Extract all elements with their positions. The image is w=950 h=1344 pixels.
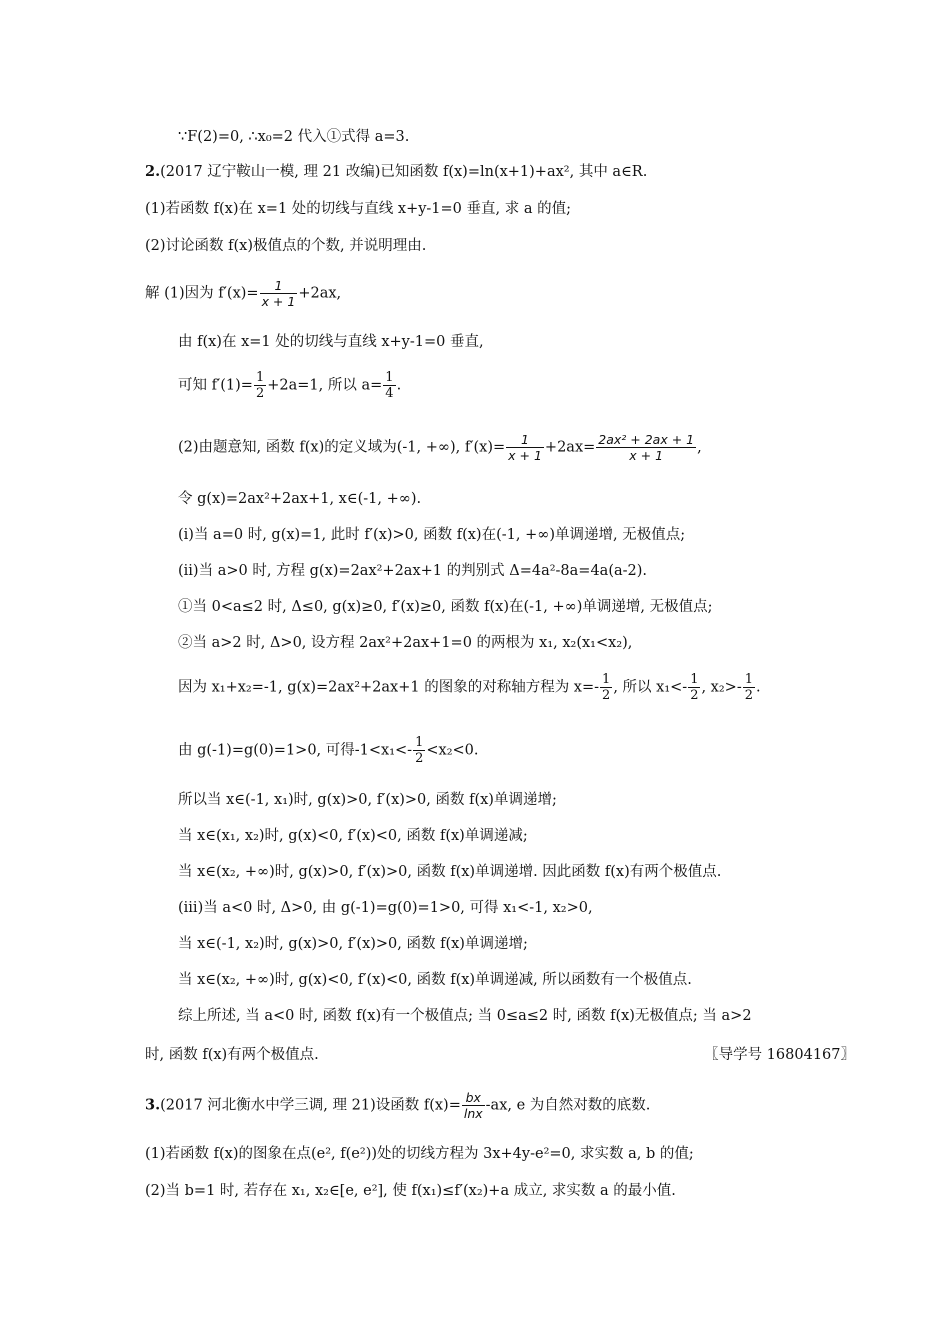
numerator: 1	[260, 278, 298, 294]
solution-line-2: 由 f(x)在 x=1 处的切线与直线 x+y-1=0 垂直,	[178, 334, 484, 350]
solution-line-19: 时, 函数 f(x)有两个极值点.	[145, 1047, 319, 1063]
fraction	[596, 432, 696, 463]
solution-line-9: ②当 a>2 时, Δ>0, 设方程 2ax²+2ax+1=0 的两根为 x₁, x₂(x₁<x₂),	[178, 635, 633, 651]
denominator: lnx	[463, 1106, 483, 1121]
denominator: 2	[255, 386, 265, 401]
fraction	[743, 672, 755, 703]
solution-line-14: 当 x∈(x₂, +∞)时, g(x)>0, f′(x)>0, 函数 f(x)单调递增. 因此函数 f(x)有两个极值点.	[178, 864, 722, 880]
solution-line-10	[178, 672, 761, 703]
problem-stem-text: (2017 辽宁鞍山一模, 理 21 改编)已知函数 f(x)=ln(x+1)+ax², 其中 a∈R.	[160, 164, 648, 180]
problem-2-stem	[145, 163, 647, 181]
text: 可知 f′(1)=	[178, 377, 253, 394]
solution-line-18: 综上所述, 当 a<0 时, 函数 f(x)有一个极值点; 当 0≤a≤2 时, 函数 f(x)无极值点; 当 a>2	[178, 1008, 752, 1024]
text: .	[396, 377, 402, 394]
numerator: 1	[385, 370, 394, 385]
text: ,	[697, 439, 702, 456]
numerator: 1	[602, 672, 611, 687]
fraction	[506, 432, 544, 463]
text: <x₂<0.	[426, 742, 479, 759]
denominator: x + 1	[629, 448, 664, 463]
solution-line-11	[178, 735, 479, 766]
numerator: 1	[415, 735, 424, 750]
numerator: 1	[506, 432, 544, 448]
denominator: 4	[385, 386, 394, 401]
solution-line-1	[145, 278, 341, 309]
text: (2017 河北衡水中学三调, 理 21)设函数 f(x)=	[160, 1097, 461, 1114]
previous-solution-tail: ∵F(2)=0, ∴x₀=2 代入①式得 a=3.	[178, 129, 410, 145]
text: 因为 x₁+x₂=-1, g(x)=2ax²+2ax+1 的图象的对称轴方程为 x=-	[178, 679, 600, 696]
numerator: 1	[255, 370, 265, 385]
solution-line-16: 当 x∈(-1, x₂)时, g(x)>0, f′(x)>0, 函数 f(x)单调递增;	[178, 936, 528, 952]
fraction	[383, 370, 395, 401]
text: +2a=1, 所以 a=	[267, 377, 383, 394]
denominator: 2	[415, 751, 424, 766]
fraction	[688, 672, 700, 703]
problem-2-question-2: (2)讨论函数 f(x)极值点的个数, 并说明理由.	[145, 238, 427, 254]
solution-line-6: (i)当 a=0 时, g(x)=1, 此时 f′(x)>0, 函数 f(x)在(-1, +∞)单调递增, 无极值点;	[178, 527, 686, 543]
fraction	[260, 278, 298, 309]
text: 由 g(-1)=g(0)=1>0, 可得-1<x₁<-	[178, 742, 413, 759]
text: 解 (1)因为 f′(x)=	[145, 285, 259, 302]
text: , x₂>-	[701, 679, 742, 696]
fraction	[600, 672, 612, 703]
denominator: 2	[690, 688, 699, 703]
numerator: bx	[462, 1090, 485, 1106]
solution-line-5: 令 g(x)=2ax²+2ax+1, x∈(-1, +∞).	[178, 491, 422, 507]
problem-number: 3.	[145, 1096, 161, 1114]
solution-line-3	[178, 370, 401, 401]
problem-3-stem	[145, 1090, 650, 1121]
denominator: x + 1	[261, 294, 296, 309]
fraction	[254, 370, 266, 401]
text: .	[756, 679, 761, 696]
problem-2-question-1: (1)若函数 f(x)在 x=1 处的切线与直线 x+y-1=0 垂直, 求 a 的值;	[145, 201, 571, 217]
solution-line-13: 当 x∈(x₁, x₂)时, g(x)<0, f′(x)<0, 函数 f(x)单调递减;	[178, 828, 528, 844]
numerator: 1	[690, 672, 699, 687]
fraction	[462, 1090, 485, 1121]
solution-line-7: (ii)当 a>0 时, 方程 g(x)=2ax²+2ax+1 的判别式 Δ=4a²-8a=4a(a-2).	[178, 563, 648, 579]
problem-3-question-1: (1)若函数 f(x)的图象在点(e², f(e²))处的切线方程为 3x+4y-e²=0, 求实数 a, b 的值;	[145, 1146, 694, 1162]
problem-3-question-2: (2)当 b=1 时, 若存在 x₁, x₂∈[e, e²], 使 f(x₁)≤f′(x₂)+a 成立, 求实数 a 的最小值.	[145, 1183, 676, 1199]
solution-line-4	[178, 432, 702, 463]
numerator: 1	[744, 672, 754, 687]
problem-number: 2.	[145, 163, 161, 180]
text: , 所以 x₁<-	[613, 679, 688, 696]
solution-line-8: ①当 0<a≤2 时, Δ≤0, g(x)≥0, f′(x)≥0, 函数 f(x)在(-1, +∞)单调递增, 无极值点;	[178, 599, 713, 615]
solution-line-17: 当 x∈(x₂, +∞)时, g(x)<0, f′(x)<0, 函数 f(x)单调递减, 所以函数有一个极值点.	[178, 972, 692, 988]
text: (2)由题意知, 函数 f(x)的定义域为(-1, +∞), f′(x)=	[178, 439, 506, 456]
text: +2ax=	[544, 439, 596, 456]
text: -ax, e 为自然对数的底数.	[485, 1097, 651, 1114]
denominator: 2	[602, 688, 611, 703]
text: +2ax,	[298, 285, 342, 302]
denominator: x + 1	[508, 448, 542, 463]
fraction	[413, 735, 425, 766]
reference-number: 〖导学号 16804167〗	[704, 1047, 855, 1063]
numerator: 2ax² + 2ax + 1	[598, 432, 695, 447]
solution-line-12: 所以当 x∈(-1, x₁)时, g(x)>0, f′(x)>0, 函数 f(x)单调递增;	[178, 792, 557, 808]
solution-line-15: (iii)当 a<0 时, Δ>0, 由 g(-1)=g(0)=1>0, 可得 x₁<-1, x₂>0,	[178, 900, 593, 916]
denominator: 2	[744, 688, 754, 703]
